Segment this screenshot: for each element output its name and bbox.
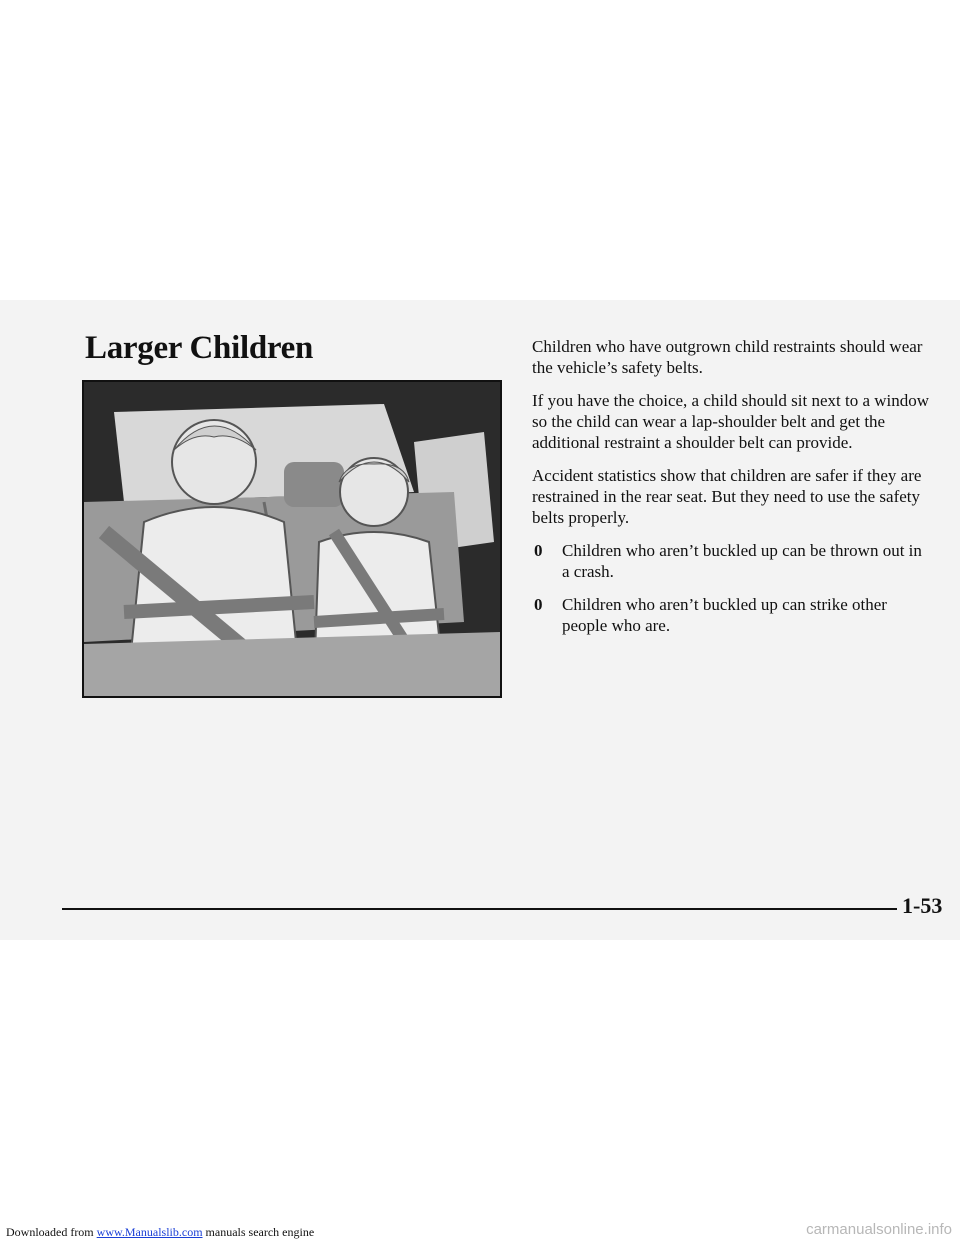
page-title: Larger Children: [85, 330, 314, 366]
footer-prefix: Downloaded from: [6, 1225, 97, 1239]
page-number: 1-53: [902, 893, 943, 918]
paragraph-2: If you have the choice, a child should sit next to a window so the child can wear a lap-shoulder belt and get the additional restraint a shoulder belt can provide.: [532, 391, 930, 452]
download-footer: [6, 1225, 314, 1240]
footer-suffix: manuals search engine: [202, 1225, 315, 1239]
bullet-marker: 0: [534, 541, 543, 560]
paragraph-1: Children who have outgrown child restraints should wear the vehicle’s safety belts.: [532, 337, 923, 377]
children-seatbelt-illustration: [82, 380, 502, 698]
list-item: [532, 594, 932, 636]
bullet-text: Children who aren’t buckled up can be thrown out in a crash.: [562, 541, 922, 581]
bullet-text: Children who aren’t buckled up can strike other people who are.: [562, 595, 887, 635]
footer-rule: [62, 908, 897, 910]
manualslib-link[interactable]: www.Manualslib.com: [96, 1225, 203, 1239]
bullet-marker: 0: [534, 595, 543, 614]
body-text: [532, 336, 932, 648]
paragraph-3: Accident statistics show that children are safer if they are restrained in the rear seat. But they need to use the safety belts properly.: [532, 466, 922, 527]
list-item: [532, 540, 932, 582]
bullet-list: [532, 540, 932, 636]
watermark: carmanualsonline.info: [806, 1221, 952, 1238]
